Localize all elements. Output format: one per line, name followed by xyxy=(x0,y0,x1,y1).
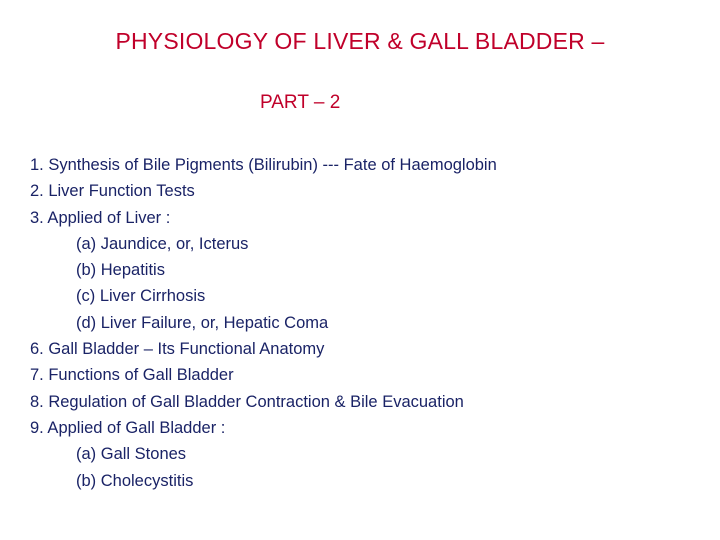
list-subitem: (a) Gall Stones xyxy=(76,445,187,464)
list-subitem: (a) Jaundice, or, Icterus xyxy=(76,234,249,253)
slide-subtitle: PART – 2 xyxy=(260,92,341,113)
list-item: 9. Applied of Gall Bladder : xyxy=(30,418,226,437)
list-item: 8. Regulation of Gall Bladder Contraction & Bile Evacuation xyxy=(30,392,464,411)
list-subitem: (b) Cholecystitis xyxy=(76,471,194,490)
list-subitem: (d) Liver Failure, or, Hepatic Coma xyxy=(76,313,329,332)
list-subitem: (b) Hepatitis xyxy=(76,261,165,280)
list-item: 7. Functions of Gall Bladder xyxy=(30,366,234,385)
list-item: 2. Liver Function Tests xyxy=(30,182,195,201)
list-subitem: (c) Liver Cirrhosis xyxy=(76,287,206,306)
topic-list xyxy=(30,152,710,494)
list-item: 6. Gall Bladder – Its Functional Anatomy xyxy=(30,340,325,359)
list-item: 3. Applied of Liver : xyxy=(30,208,171,227)
slide-title: PHYSIOLOGY OF LIVER & GALL BLADDER – xyxy=(115,28,605,54)
list-item: 1. Synthesis of Bile Pigments (Bilirubin) --- Fate of Haemoglobin xyxy=(30,156,497,174)
